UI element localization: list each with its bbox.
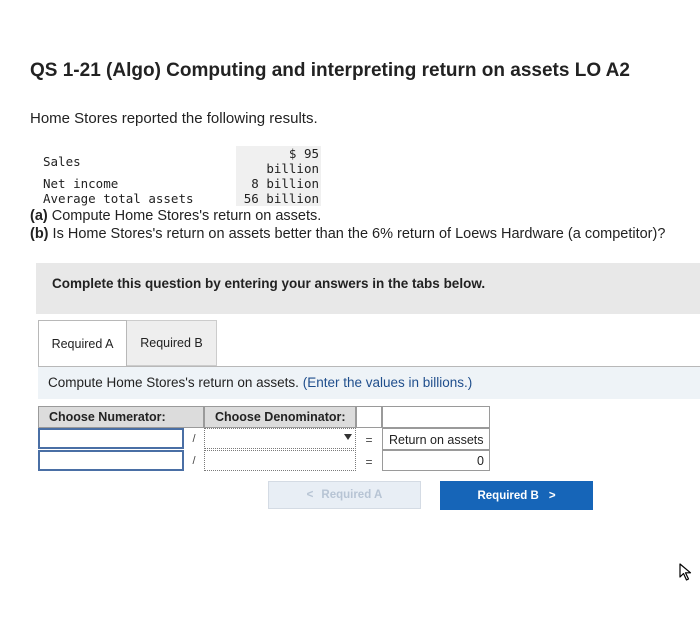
panel-instruction-line	[48, 375, 472, 390]
instruction-text: Compute Home Stores's return on assets.	[48, 375, 299, 390]
mouse-cursor-icon	[679, 563, 693, 581]
part-a	[30, 207, 665, 225]
numerator-input[interactable]	[38, 450, 184, 471]
equals-symbol: =	[365, 455, 373, 469]
financials-label: Average total assets	[43, 191, 194, 206]
tab-label: Required B	[140, 336, 203, 350]
financials-label: Sales	[43, 153, 81, 169]
result-label: Return on assets	[382, 428, 490, 450]
tab-required-a[interactable]	[38, 320, 127, 366]
part-a-text: Compute Home Stores's return on assets.	[51, 208, 322, 224]
financials-value: 56 billion	[236, 191, 321, 206]
roa-calculation-table	[38, 406, 490, 472]
chevron-left-icon: <	[306, 489, 314, 501]
financials-value: 8 billion	[236, 176, 321, 191]
prev-required-a-button[interactable]	[268, 481, 421, 509]
tab-label: Required A	[51, 336, 114, 351]
equals-header-cell	[356, 406, 382, 428]
financials-table	[43, 146, 321, 206]
divide-symbol: /	[192, 455, 196, 467]
numerator-select[interactable]	[38, 428, 184, 449]
numerator-header-text: Choose Numerator:	[49, 410, 166, 424]
part-b	[30, 225, 665, 243]
result-value: 0	[382, 450, 490, 471]
denominator-select[interactable]	[204, 428, 356, 449]
question-title: QS 1-21 (Algo) Computing and interpreting return on assets LO A2	[30, 60, 630, 81]
financials-value: $ 95 billion	[236, 146, 321, 176]
result-header-cell	[382, 406, 490, 428]
instruction-banner	[36, 263, 700, 314]
financials-row	[43, 146, 321, 176]
question-parts	[30, 207, 665, 243]
next-button-label: Required B	[477, 489, 539, 502]
divide-symbol: /	[192, 433, 196, 445]
prev-button-label: Required A	[321, 489, 383, 501]
panel-instruction	[38, 367, 700, 399]
instruction-hint: (Enter the values in billions.)	[302, 375, 473, 390]
denominator-header	[204, 406, 356, 428]
tab-required-b[interactable]	[127, 320, 217, 366]
financials-label: Net income	[43, 176, 119, 191]
intro-text: Home Stores reported the following results.	[30, 110, 318, 127]
banner-text: Complete this question by entering your answers in the tabs below.	[52, 276, 486, 291]
numerator-header	[38, 406, 204, 428]
dropdown-arrow-icon[interactable]	[344, 434, 352, 440]
denominator-input[interactable]	[204, 450, 356, 471]
part-a-tag: (a)	[30, 208, 48, 224]
financials-row	[43, 176, 321, 191]
denominator-header-text: Choose Denominator:	[215, 410, 346, 424]
financials-row	[43, 191, 321, 206]
chevron-right-icon: >	[548, 489, 556, 502]
part-b-text: Is Home Stores's return on assets better than the 6% return of Loews Hardware (a competitor)?	[52, 226, 666, 242]
next-required-b-button[interactable]	[440, 481, 593, 510]
part-b-tag: (b)	[30, 226, 49, 242]
equals-symbol: =	[365, 433, 373, 447]
